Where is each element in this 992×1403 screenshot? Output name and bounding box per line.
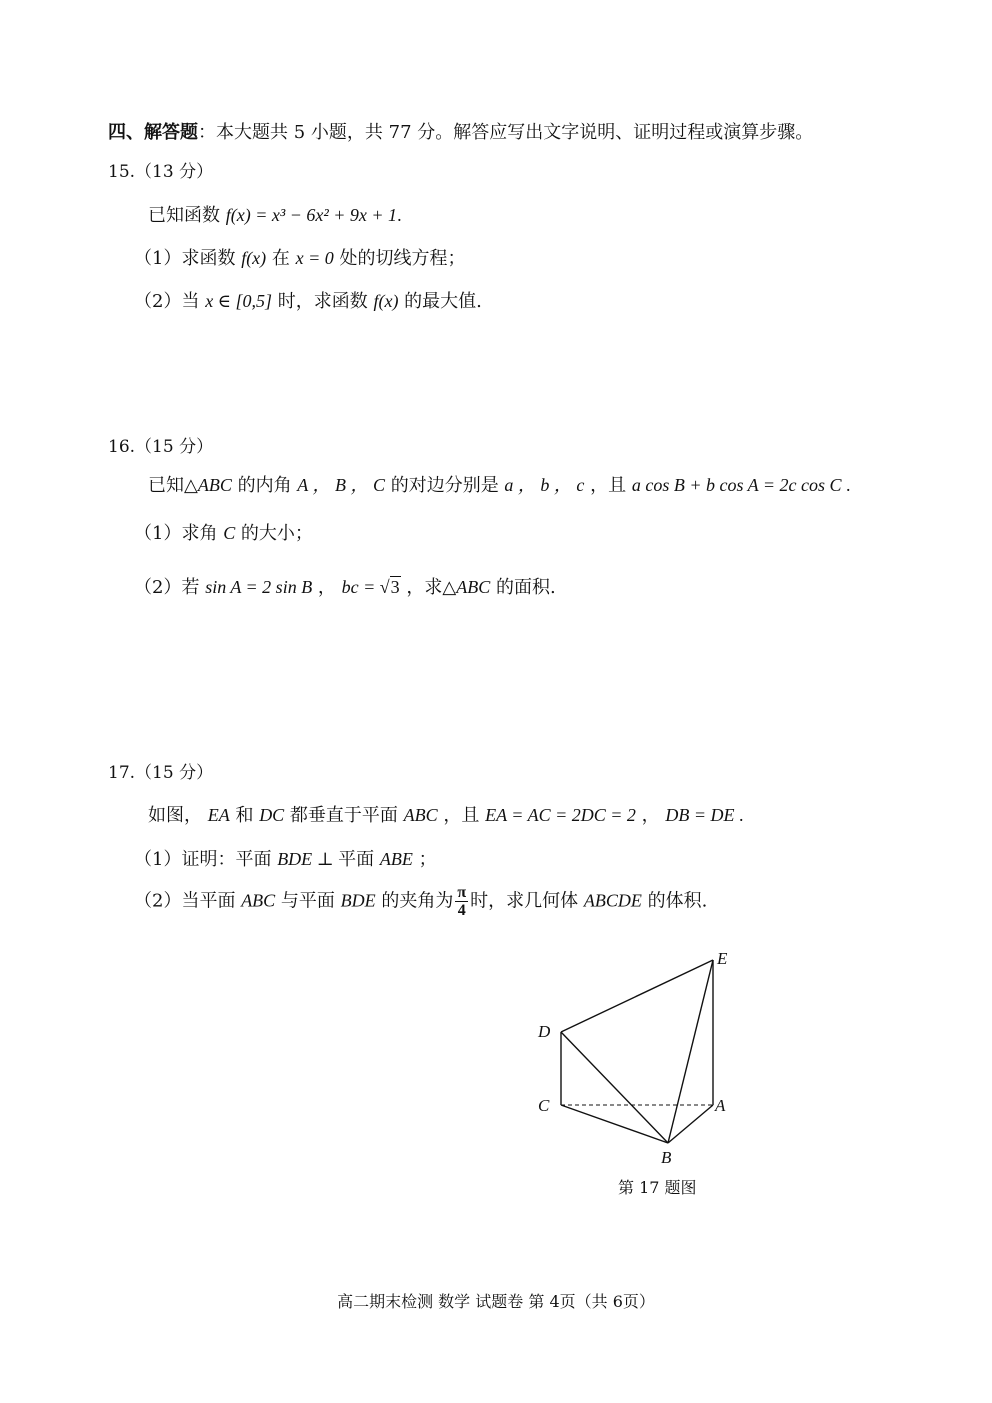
q15-p2-mid: 时，求函数 <box>272 291 374 312</box>
q16-stem-c: 的对边分别是 <box>384 475 505 496</box>
q17-p2-solid: ABCDE <box>583 890 642 911</box>
q16-p2-text: （2）若 <box>134 577 206 598</box>
q17-dc: DC <box>259 805 285 825</box>
vertex-label-E: E <box>717 949 728 968</box>
q17-stem-end: . <box>734 805 744 825</box>
q17-ea: EA <box>207 805 230 825</box>
q16-part2 <box>134 573 556 599</box>
fraction-numerator: π <box>457 884 467 901</box>
figure-caption: 第 17 题图 <box>618 1178 697 1197</box>
q17-stem-d: ，且 <box>437 805 486 826</box>
q16-p1-text: （1）求角 <box>134 523 224 544</box>
q17-part2 <box>134 884 707 919</box>
section-title: 四、解答题 <box>108 122 198 143</box>
q16-triangle: ABC <box>197 475 232 495</box>
q16-stem-end: . <box>841 475 851 495</box>
q17-stem-b: 和 <box>229 805 260 826</box>
q15-p2-fx: f(x) <box>373 291 399 311</box>
vertex-label-C: C <box>538 1096 550 1115</box>
vertex-label-B: B <box>661 1148 672 1167</box>
q17-p2-suffix: 的体积. <box>641 890 708 912</box>
q16-stem-b: 的内角 <box>231 475 298 496</box>
q17-p1-suffix: ； <box>412 849 437 870</box>
q15-stem-text: 已知函数 <box>148 205 226 226</box>
q17-p2-mid3: 时，求几何体 <box>470 890 584 912</box>
page-footer: 高二期末检测 数学 试题卷 第 4页（共 6页） <box>337 1292 655 1311</box>
q16-equation: a cos B + b cos A = 2c cos C <box>631 475 842 495</box>
q17-part1 <box>134 845 437 871</box>
q17-p2-mid1: 与平面 <box>275 890 341 912</box>
q17-p1-abe: ABE <box>379 849 413 869</box>
q17-p2-text: （2）当平面 <box>134 890 242 912</box>
q16-stem <box>148 471 851 497</box>
q15-number: 15.（13 分） <box>108 162 214 182</box>
edge-EB <box>668 960 713 1143</box>
q16-stem-text: 已知△ <box>148 475 198 496</box>
section-heading <box>108 118 813 144</box>
q16-p2-triangle: ABC <box>456 577 491 597</box>
q17-p1-mid: 平面 <box>338 849 380 870</box>
sqrt-symbol: √3 <box>379 577 400 597</box>
q15-p1-mid: 在 <box>266 248 296 269</box>
q17-number: 17.（15 分） <box>108 763 214 783</box>
q17-stem-text: 如图， <box>148 805 208 826</box>
q16-p2-radicand: 3 <box>390 577 400 597</box>
vertex-label-A: A <box>715 1096 726 1115</box>
q15-p1-fx: f(x) <box>241 248 267 268</box>
perpendicular-symbol: ⊥ <box>312 849 339 869</box>
q15-part1 <box>134 244 466 270</box>
q17-equation2: DB = DE <box>665 805 735 825</box>
pi-over-4-fraction <box>455 884 468 919</box>
q16-sides: a ， b ， c <box>504 475 585 495</box>
edge-DE <box>561 960 713 1032</box>
q15-p1-text: （1）求函数 <box>134 248 242 269</box>
edge-AB <box>668 1105 713 1143</box>
q15-function-expr: f(x) = x³ − 6x² + 9x + 1 <box>225 205 398 225</box>
section-description: ：本大题共 5 小题，共 77 分。解答应写出文字说明、证明过程或演算步骤。 <box>198 122 814 143</box>
q16-part1 <box>134 519 313 545</box>
q17-stem <box>148 801 744 827</box>
q17-p2-mid2: 的夹角为 <box>375 890 454 912</box>
q15-p1-cond: x = 0 <box>295 248 334 268</box>
edge-DB <box>561 1032 668 1143</box>
vertex-label-D: D <box>538 1022 551 1041</box>
q15-p1-suffix: 处的切线方程； <box>333 248 466 269</box>
q16-p2-sep: ， <box>312 577 342 598</box>
q15-stem: 已知函数 f(x) = x³ − 6x² + 9x + 1. <box>148 205 402 226</box>
q16-p1-suffix: 的大小； <box>235 523 313 544</box>
q17-stem-e: ， <box>635 805 666 826</box>
edge-CB <box>561 1105 668 1143</box>
q16-p2-eq1: sin A = 2 sin B <box>205 577 313 597</box>
q16-number: 16.（15 分） <box>108 437 214 457</box>
q17-p1-bde: BDE <box>277 849 313 869</box>
fraction-denominator: 4 <box>457 902 466 919</box>
q16-stem-d: ，且 <box>584 475 632 496</box>
q17-equation: EA = AC = 2DC = 2 <box>485 805 636 825</box>
q17-p2-bde: BDE <box>340 890 376 911</box>
q16-angles: A ， B ， C <box>297 475 385 495</box>
q17-geometry-figure <box>520 940 760 1170</box>
q16-p2-suffix: 的面积. <box>490 577 556 598</box>
q17-stem-c: 都垂直于平面 <box>284 805 404 826</box>
q17-p1-text: （1）证明：平面 <box>134 849 278 870</box>
q16-p2-eq2: bc = <box>341 577 380 597</box>
q17-abc: ABC <box>403 805 438 825</box>
q15-part2 <box>134 287 482 313</box>
q16-p2-mid: ，求△ <box>400 577 457 598</box>
q15-p2-text: （2）当 <box>134 291 206 312</box>
q17-p2-abc: ABC <box>241 890 276 911</box>
q16-p1-var: C <box>223 523 236 543</box>
q15-p2-suffix: 的最大值. <box>398 291 482 312</box>
q15-p2-cond: x ∈ [0,5] <box>205 291 273 311</box>
